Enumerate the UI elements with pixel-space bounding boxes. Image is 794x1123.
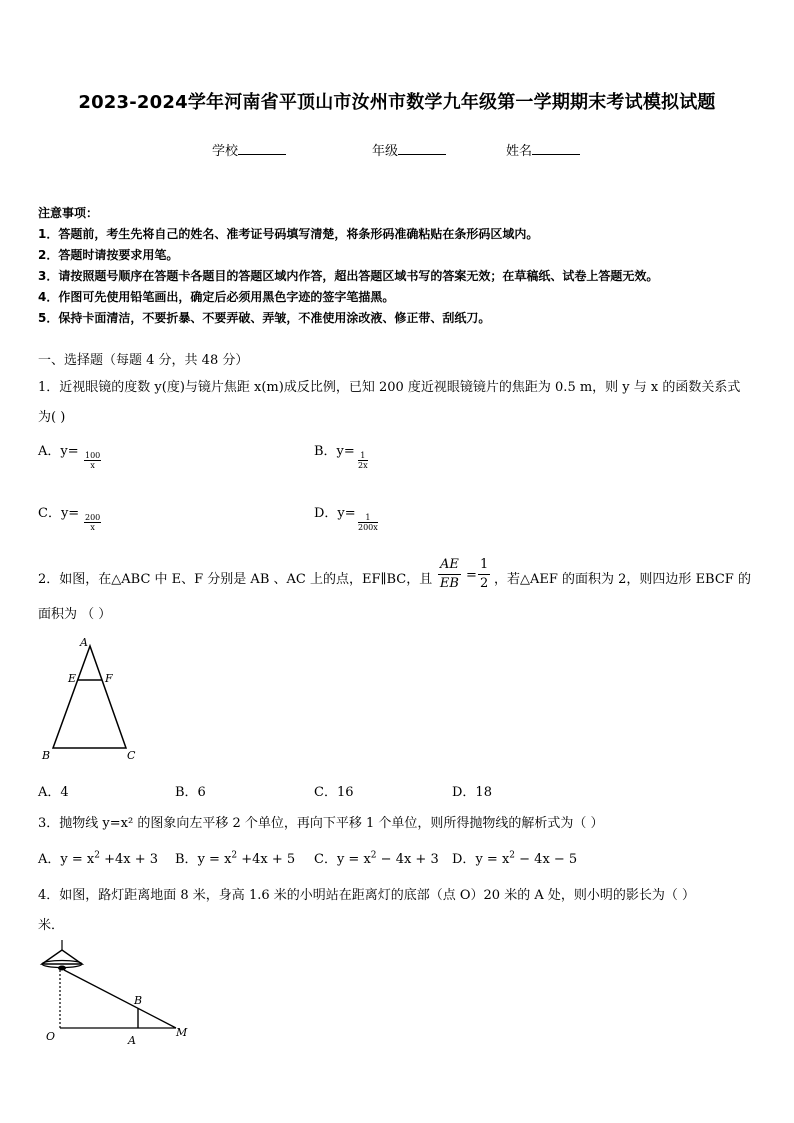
fraction-denominator: 2 (480, 576, 489, 591)
grade-blank (398, 142, 446, 155)
exponent: 2 (509, 850, 516, 861)
point-label-a: A (128, 1034, 136, 1047)
q2-option-c: C．16 (314, 785, 354, 800)
light-ray (64, 970, 176, 1028)
q1-option-b (314, 440, 355, 459)
q2-option-a: A．4 (38, 785, 69, 800)
q1-stem-line2: 为( ) (38, 410, 66, 425)
fraction-denominator: EB (439, 576, 459, 591)
q3-stem: 3．抛物线 y=x² 的图象向左平移 2 个单位，再向下平移 1 个单位，则所得抛物线的解析式为（ ） (38, 816, 604, 831)
q4-stem-line2: 米． (38, 918, 65, 933)
option-expr: − 4x − 5 (515, 852, 578, 867)
q2-option-d: D．18 (452, 785, 492, 800)
exponent: 2 (231, 850, 238, 861)
page-title: 2023-2024学年河南省平顶山市汝州市数学九年级第一学期期末考试模拟试题 (78, 92, 716, 113)
section-heading: 一、选择题（每题 4 分，共 48 分） (38, 353, 249, 368)
fraction-numerator: 1 (358, 513, 378, 523)
fraction-denominator: x (90, 523, 95, 532)
q1-option-a-fraction (84, 451, 101, 470)
option-label: D． (452, 852, 476, 867)
option-expr: +4x + 5 (237, 852, 296, 867)
q1-option-d-fraction (358, 513, 378, 532)
q1-option-b-fraction (358, 451, 368, 470)
fraction-numerator: 200 (85, 513, 101, 522)
option-expr: +4x + 3 (99, 852, 159, 867)
option-expr: − 4x + 3 (376, 852, 439, 867)
point-label-o: O (46, 1030, 56, 1043)
school-field (212, 140, 286, 159)
fraction-numerator: 1 (358, 451, 368, 461)
note-item: 3．请按照题号顺序在答题卡各题目的答题区域内作答，超出答题区域书写的答案无效；在草稿纸、试卷上答题无效。 (38, 269, 659, 283)
grade-field (372, 140, 446, 159)
q2-option-b: B．6 (175, 785, 206, 800)
q1-stem-line1: 1．近视眼镜的度数 y(度)与镜片焦距 x(m)成反比例，已知 200 度近视眼镜镜片的焦距为 0.5 m，则 y 与 x 的函数关系式 (38, 380, 741, 395)
option-expr: y = x (197, 852, 232, 867)
q3-option-d (452, 848, 577, 867)
name-field (506, 140, 580, 159)
note-item: 2．答题时请按要求用笔。 (38, 248, 179, 262)
q2-stem-part1: 2．如图，在△ABC 中 E、F 分别是 AB 、AC 上的点，EF∥BC，且 (38, 572, 433, 587)
point-label-f: F (105, 672, 113, 685)
fraction-numerator: 1 (478, 556, 490, 575)
q2-ratio-value (478, 556, 490, 593)
q1-option-d-label: D．y= (314, 506, 356, 521)
q2-stem-part2: ，若△AEF 的面积为 2，则四边形 EBCF 的 (494, 572, 751, 587)
exponent: 2 (94, 850, 100, 861)
point-label-e: E (68, 672, 77, 685)
fraction-numerator: 100 (85, 451, 101, 460)
option-expr: y = x (60, 852, 95, 867)
q2-equals-sign: = (466, 568, 477, 583)
exponent: 2 (370, 850, 377, 861)
q1-option-c (38, 502, 79, 521)
name-label: 姓名 (506, 144, 533, 159)
option-label: C． (314, 852, 337, 867)
q2-stem-line2: 面积为 （ ） (38, 607, 112, 622)
option-label: B． (175, 852, 198, 867)
q4-streetlight-figure (36, 938, 196, 1050)
fraction-denominator: 200x (358, 523, 378, 532)
option-label: A． (38, 852, 61, 867)
q2-ratio-fraction (438, 556, 461, 593)
fraction-numerator: AE (438, 556, 461, 575)
point-label-m: M (176, 1026, 188, 1039)
q1-option-c-fraction (84, 513, 101, 532)
option-expr: y = x (475, 852, 510, 867)
q3-option-a (38, 848, 158, 867)
name-blank (532, 142, 580, 155)
note-item: 1．答题前，考生先将自己的姓名、准考证号码填写清楚，将条形码准确粘贴在条形码区域内。 (38, 227, 539, 241)
school-label: 学校 (212, 144, 239, 159)
option-expr: y = x (336, 852, 371, 867)
point-label-b: B (42, 749, 51, 762)
grade-label: 年级 (372, 144, 399, 159)
point-label-a: A (80, 636, 88, 649)
q3-option-b (175, 848, 295, 867)
triangle-abc (53, 646, 126, 748)
school-blank (238, 142, 286, 155)
fraction-denominator: 2x (358, 461, 368, 470)
q4-stem-line1: 4．如图，路灯距离地面 8 米，身高 1.6 米的小明站在距离灯的底部（点 O）20 米的 A 处，则小明的影长为（ ） (38, 888, 695, 903)
q1-option-a (38, 440, 79, 459)
point-label-c: C (127, 749, 136, 762)
notes-heading: 注意事项： (38, 206, 99, 220)
q1-option-d (314, 502, 356, 521)
note-item: 5．保持卡面清洁，不要折暴、不要弄破、弄皱，不准使用涂改液、修正带、刮纸刀。 (38, 311, 491, 325)
q2-triangle-figure (36, 632, 146, 766)
q3-option-c (314, 848, 439, 867)
q1-option-b-label: B．y= (314, 444, 355, 459)
fraction-denominator: x (90, 461, 95, 470)
q1-option-a-label: A．y= (38, 444, 79, 459)
q1-option-c-label: C．y= (38, 506, 80, 521)
point-label-b: B (134, 994, 143, 1007)
note-item: 4．作图可先使用铅笔画出，确定后必须用黑色字迹的签字笔描黑。 (38, 290, 395, 304)
